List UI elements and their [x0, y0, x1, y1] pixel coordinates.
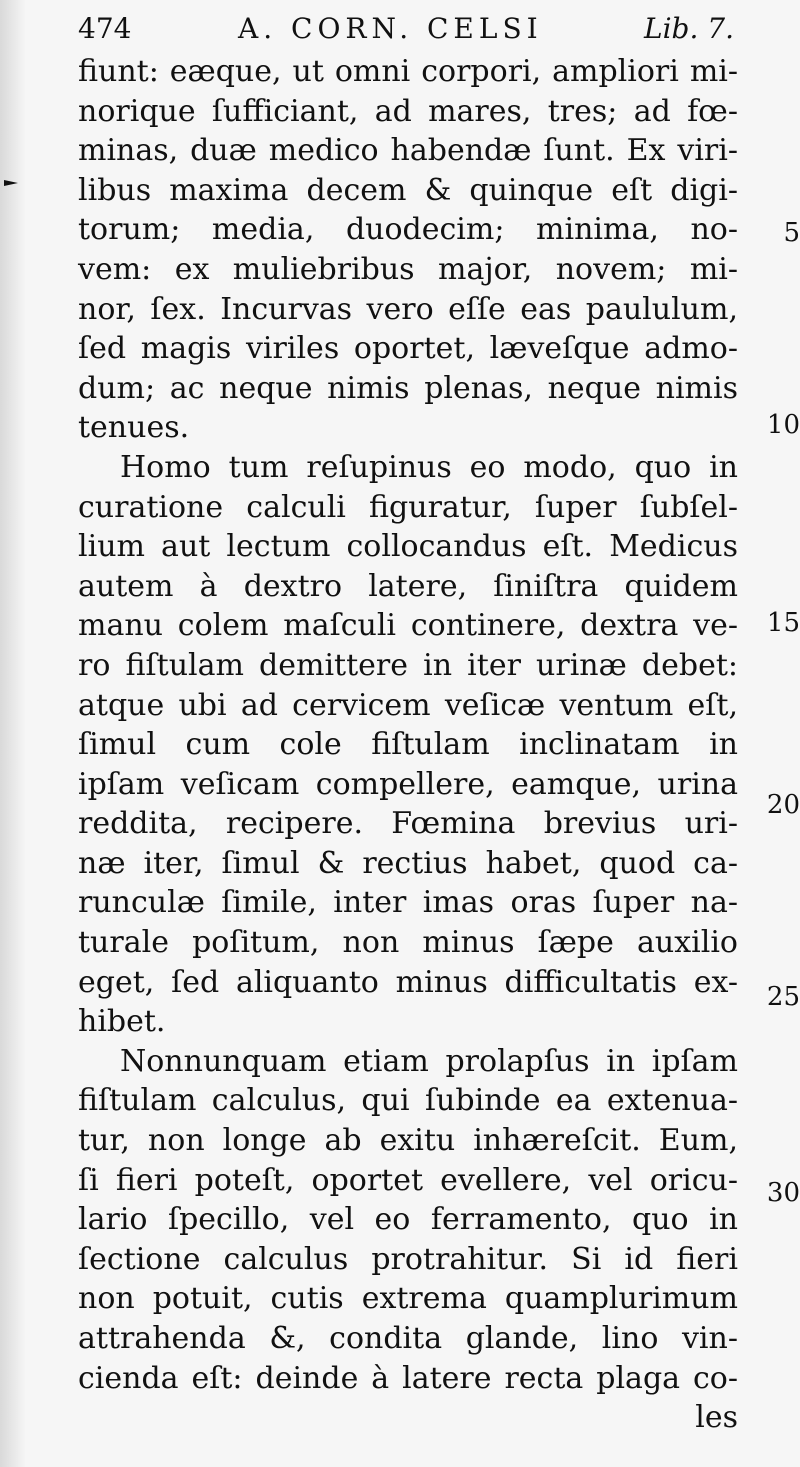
page-header: [78, 10, 734, 54]
text-line: ipſam veſicam compellere, eamque, urina: [78, 766, 738, 802]
text-line: ro fiſtulam demittere in iter urinæ debet:: [78, 647, 738, 683]
margin-line-number: 15: [766, 608, 800, 638]
text-line: vem: ex muliebribus major, novem; mi-: [78, 251, 738, 287]
text-line: hibet.: [78, 1004, 166, 1040]
text-line: lium aut lectum collocandus eſt. Medicus: [78, 529, 738, 565]
text-line: ſed magis viriles oportet, læveſque admo-: [78, 331, 738, 367]
text-line: ſi fieri poteſt, oportet evellere, vel oricu-: [78, 1162, 738, 1198]
text-line: nor, ſex. Incurvas vero eſſe eas paululum,: [78, 291, 738, 327]
margin-line-number: 30: [766, 1178, 800, 1208]
text-line: eget, ſed aliquanto minus difficultatis ex-: [78, 964, 738, 1000]
book-label: Lib. 7.: [644, 12, 734, 45]
text-line: curatione calculi figuratur, ſuper ſubſel-: [78, 489, 738, 525]
catchword: les: [695, 1400, 738, 1436]
text-line: lario ſpecillo, vel eo ferramento, quo in: [78, 1202, 738, 1238]
margin-line-number: 25: [766, 982, 800, 1012]
text-line: norique ſufficiant, ad mares, tres; ad fœ-: [78, 93, 738, 129]
paragraph-start-line: Homo tum reſupinus eo modo, quo in: [120, 449, 738, 485]
text-line: fiunt: eæque, ut omni corpori, ampliori mi-: [78, 54, 738, 89]
text-line: reddita, recipere. Fœmina brevius uri-: [78, 806, 738, 842]
text-line: tur, non longe ab exitu inhæreſcit. Eum,: [78, 1123, 738, 1159]
text-line: autem à dextro latere, ſiniſtra quidem: [78, 568, 738, 604]
margin-line-number: 5: [783, 218, 800, 248]
margin-line-number: 20: [766, 790, 800, 820]
text-line: atque ubi ad cervicem veſicæ ventum eſt,: [78, 687, 738, 723]
margin-line-number: 10: [766, 410, 800, 440]
text-line: dum; ac neque nimis plenas, neque nimis: [78, 370, 738, 406]
text-line: manu colem maſculi continere, dextra ve-: [78, 608, 738, 644]
page-number: 474: [78, 12, 132, 45]
text-line: tenues.: [78, 410, 190, 446]
text-line: minas, duæ medico habendæ ſunt. Ex viri-: [78, 133, 738, 169]
text-line: runculæ ſimile, inter imas oras ſuper na-: [78, 885, 738, 921]
text-line: ſectione calculus protrahitur. Si id fieri: [78, 1241, 738, 1277]
text-line: cienda eſt: deinde à latere recta plaga co-: [78, 1360, 738, 1396]
text-line: torum; media, duodecim; minima, no-: [78, 212, 738, 248]
paragraph-start-line: Nonnunquam etiam prolapſus in ipſam: [120, 1043, 738, 1079]
text-line: næ iter, ſimul & rectius habet, quod ca-: [78, 845, 738, 881]
text-line: fiſtulam calculus, qui ſubinde ea extenua-: [78, 1083, 738, 1119]
running-title: A. CORN. CELSI: [238, 12, 543, 45]
margin-arrow-icon: [4, 178, 18, 188]
text-line: non potuit, cutis extrema quamplurimum: [78, 1281, 738, 1317]
text-line: ſimul cum cole fiſtulam inclinatam in: [78, 727, 738, 763]
text-line: turale poſitum, non minus ſæpe auxilio: [78, 925, 738, 961]
text-line: attrahenda &, condita glande, lino vin-: [78, 1321, 738, 1356]
body-text: [78, 52, 738, 1438]
text-line: libus maxima decem & quinque eſt digi-: [78, 172, 738, 208]
